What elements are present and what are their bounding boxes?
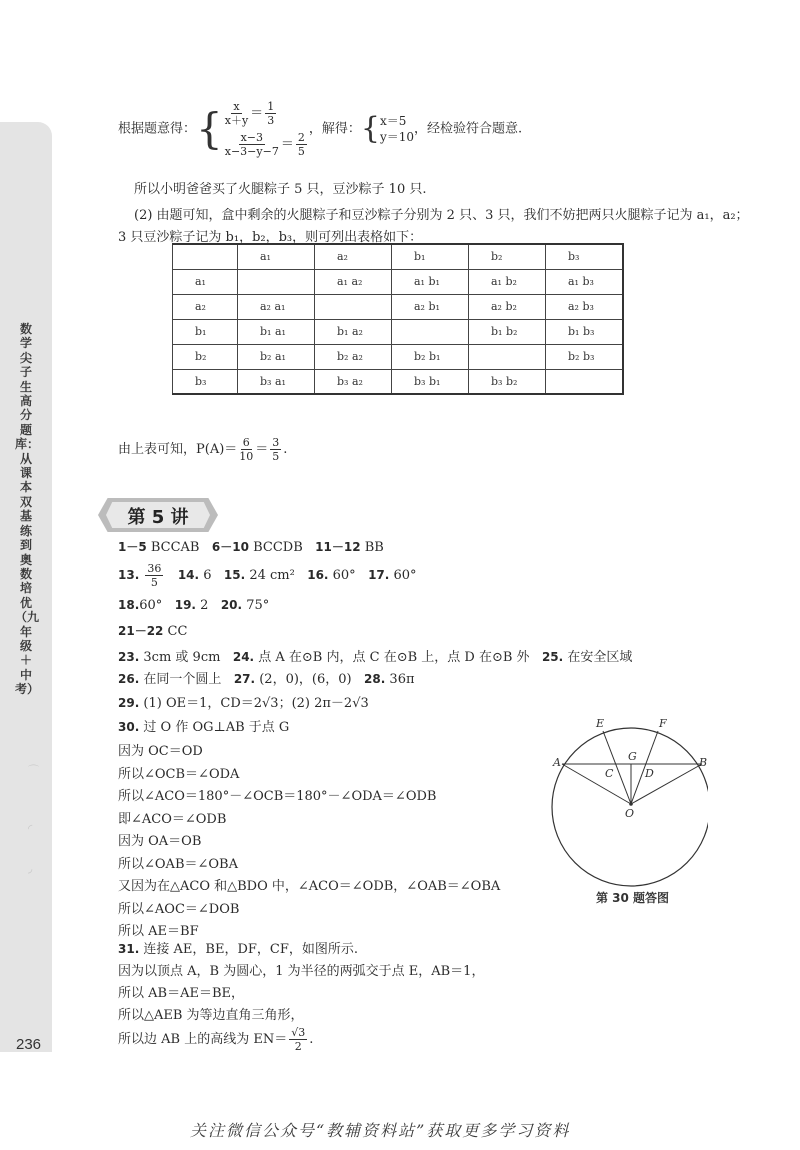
lecture-header xyxy=(98,498,218,532)
table-cell: b₃ b₂ xyxy=(469,369,546,394)
table-cell: a₁ b₃ xyxy=(546,269,623,294)
table-cell xyxy=(469,344,546,369)
label-b: B xyxy=(699,756,708,769)
system-line: 根据题意得：{ $\frac{x}{x+y}$ ＝ $\frac{1}{3}$ $\frac{x-3}{x-3-y-7}$ ＝ $\frac{2}{5}$ ，解得：{ x＝5 y＝10 ，经检验符合题意. xyxy=(118,100,523,158)
table-cell: b₁ a₂ xyxy=(315,319,392,344)
table-cell: b₃ a₂ xyxy=(315,369,392,394)
page-number: 236 xyxy=(16,1036,42,1053)
eq1-rhs: $\frac{1}{3}$ xyxy=(267,100,275,127)
label-o: O xyxy=(625,807,635,820)
table-row xyxy=(173,369,623,394)
table-cell: a₂ xyxy=(315,244,392,269)
table-cell xyxy=(546,369,623,394)
eq1-lhs: $\frac{x}{x+y}$ xyxy=(224,100,249,127)
table-cell: b₃ b₁ xyxy=(392,369,469,394)
table-row xyxy=(173,319,623,344)
table-cell: b₁ a₁ xyxy=(238,319,315,344)
table-cell: b₂ xyxy=(469,244,546,269)
table-cell: a₂ a₁ xyxy=(238,294,315,319)
lecture-title: 第 5 讲 xyxy=(127,507,189,528)
part2-line1: (2) 由题可知，盒中剩余的火腿粽子和豆沙粽子分别为 2 只、3 只，我们不妨把两只火腿粽子记为 a₁，a₂； xyxy=(134,208,749,223)
table-cell: a₂ b₂ xyxy=(469,294,546,319)
answers-row-3: 18.60° 19. 2 20. 75° xyxy=(118,598,270,613)
label-d: D xyxy=(645,767,654,780)
table-cell: a₂ xyxy=(173,294,238,319)
table-cell: a₁ b₂ xyxy=(469,269,546,294)
table-cell: a₂ b₃ xyxy=(546,294,623,319)
table-cell: b₃ xyxy=(173,369,238,394)
table-cell: b₂ b₃ xyxy=(546,344,623,369)
side-tab xyxy=(0,122,52,1052)
table-cell: b₁ b₂ xyxy=(469,319,546,344)
solution-x: x＝5 xyxy=(379,114,407,128)
label-f: F xyxy=(659,717,667,730)
label-e: E xyxy=(596,717,605,730)
q31-line2: 因为以顶点 A，B 为圆心，1 为半径的两弧交于点 E，AB＝1， xyxy=(118,964,485,979)
outcome-table xyxy=(172,243,624,395)
proof-line: 所以∠OAB＝∠OBA xyxy=(118,856,238,872)
table-cell xyxy=(315,294,392,319)
decorative-mark: ◜ xyxy=(28,822,33,835)
proof-line: 因为 OC＝OD xyxy=(118,744,203,759)
point-o xyxy=(629,802,633,806)
label-c: C xyxy=(605,767,614,780)
table-cell: a₁ xyxy=(238,244,315,269)
conclusion: 所以小明爸爸买了火腿粽子 5 只，豆沙粽子 10 只. xyxy=(134,182,427,197)
probability-line: 由上表可知，P(A)＝ $\frac{6}{10}$ ＝ $\frac{3}{5}$ . xyxy=(118,436,288,463)
label-a: A xyxy=(553,756,561,769)
decorative-mark: ◞ xyxy=(28,862,33,875)
segment-bo xyxy=(631,764,702,804)
table-cell xyxy=(173,244,238,269)
answers-row-7: 29. (1) OE＝1，CD＝2√3；(2) 2π－2√3 xyxy=(118,696,369,711)
table-cell: b₁ xyxy=(392,244,469,269)
label-g: G xyxy=(628,750,637,763)
proof-line: 因为 OA＝OB xyxy=(118,834,202,849)
solution-y: y＝10 xyxy=(379,130,415,144)
table-row xyxy=(173,269,623,294)
prob-prefix: 由上表可知，P(A)＝ xyxy=(118,442,238,457)
answers-row-5: 23. 3cm 或 9cm 24. 点 A 在⊙B 内，点 C 在⊙B 上，点 D 在⊙B 外 25. 在安全区域 xyxy=(118,650,633,665)
side-tab-title: 数学尖子生高分题库：从课本双基练到奥数培优（九年级＋中考） xyxy=(15,322,40,697)
answers-row-6: 26. 在同一个圆上 27. (2，0)，(6，0) 28. 36π xyxy=(118,672,415,687)
table-cell xyxy=(238,269,315,294)
table-cell: b₁ xyxy=(173,319,238,344)
q31-line1: 31. 连接 AE，BE，DF，CF，如图所示. xyxy=(118,942,359,957)
eq2-lhs: $\frac{x-3}{x-3-y-7}$ xyxy=(224,131,279,158)
table-row xyxy=(173,294,623,319)
table-cell: b₃ a₁ xyxy=(238,369,315,394)
table-cell: a₁ xyxy=(173,269,238,294)
answers-row-4: 21－22 CC xyxy=(118,624,188,639)
table-cell: a₁ b₁ xyxy=(392,269,469,294)
table-cell: a₁ a₂ xyxy=(315,269,392,294)
table-cell: b₁ b₃ xyxy=(546,319,623,344)
footer-note: 关注微信公众号“教辅资料站”获取更多学习资料 xyxy=(190,1121,571,1140)
proof-line: 所以 AE＝BF xyxy=(118,924,199,939)
q31-line5: 所以边 AB 上的高线为 EN＝ $\frac{√3}{2}$ . xyxy=(118,1026,314,1053)
table-cell xyxy=(392,319,469,344)
table-row xyxy=(173,244,623,269)
left-brace: { xyxy=(360,111,380,146)
table-cell: b₂ a₁ xyxy=(238,344,315,369)
proof-line: 所以∠ACO＝180°－∠OCB＝180°－∠ODA＝∠ODB xyxy=(118,789,437,804)
proof-line: 又因为在△ACO 和△BDO 中，∠ACO＝∠ODB，∠OAB＝∠OBA xyxy=(118,879,501,894)
figure-30 xyxy=(548,712,708,887)
q31-line3: 所以 AB＝AE＝BE， xyxy=(118,986,244,1001)
system-prefix: 根据题意得： xyxy=(118,121,197,137)
answers-row-1: 1－5 BCCAB 6－10 BCCDB 11－12 BB xyxy=(118,540,384,555)
proof-line: 即∠ACO＝∠ODB xyxy=(118,811,227,827)
table-cell: b₂ xyxy=(173,344,238,369)
eq2-rhs: $\frac{2}{5}$ xyxy=(297,131,305,158)
table-row xyxy=(173,344,623,369)
table-cell: b₃ xyxy=(546,244,623,269)
prob-fraction-2: $\frac{3}{5}$ xyxy=(272,436,280,463)
q31-line4: 所以△AEB 为等边直角三角形， xyxy=(118,1008,304,1023)
table-cell: b₂ a₂ xyxy=(315,344,392,369)
part2-line2: 3 只豆沙粽子记为 b₁，b₂，b₃，则可列出表格如下： xyxy=(118,230,423,245)
prob-fraction-1: $\frac{6}{10}$ xyxy=(239,436,254,463)
answers-row-2: 13. $\frac{36}{5}$ 14. 6 15. 24 cm² 16. 60° 17. 60° xyxy=(118,562,417,589)
decorative-mark: ⌒ xyxy=(28,764,39,777)
check-text: ，经检验符合题意. xyxy=(414,121,523,137)
answers-row-8: 30. 过 O 作 OG⊥AB 于点 G xyxy=(118,720,290,735)
left-brace: { xyxy=(196,104,223,153)
figure-caption: 第 30 题答图 xyxy=(596,891,670,905)
table-cell: b₂ b₁ xyxy=(392,344,469,369)
proof-line: 所以∠AOC＝∠DOB xyxy=(118,901,240,917)
table-cell: a₂ b₁ xyxy=(392,294,469,319)
proof-line: 所以∠OCB＝∠ODA xyxy=(118,766,240,782)
segment-ao xyxy=(562,764,631,804)
solve-text: ，解得： xyxy=(308,121,361,137)
